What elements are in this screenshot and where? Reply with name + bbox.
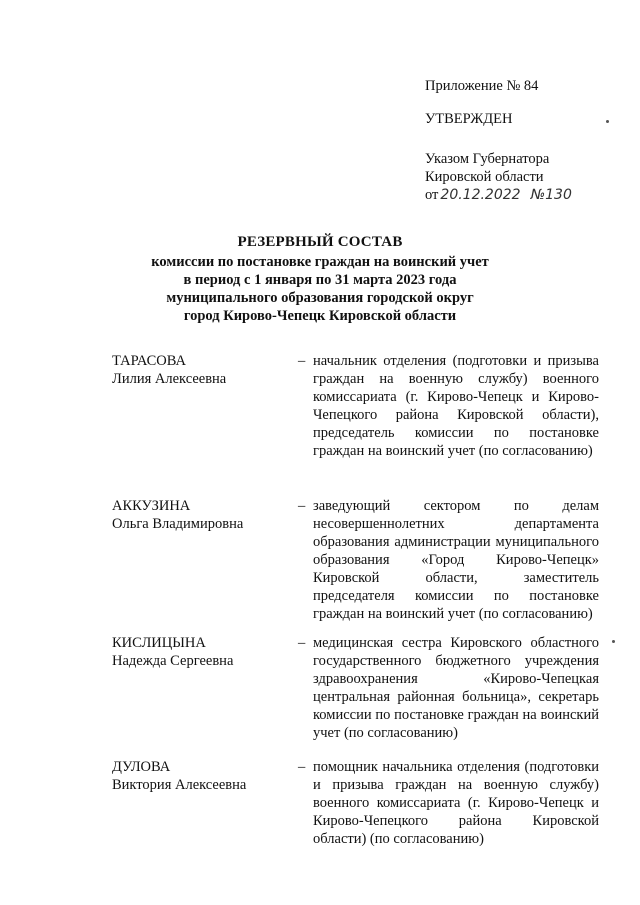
scan-speck — [612, 640, 615, 643]
member-name — [112, 634, 282, 670]
member-surname: ДУЛОВА — [112, 759, 171, 775]
from-prefix: от — [425, 187, 439, 203]
title-line-2: комиссии по постановке граждан на воинский учет — [151, 254, 489, 270]
title-line-4: муниципального образования городской округ — [166, 290, 474, 306]
member-given-names: Виктория Алексеевна — [112, 777, 247, 793]
title-line-1: РЕЗЕРВНЫЙ СОСТАВ — [237, 234, 403, 250]
dash-separator: – — [298, 498, 306, 514]
member-surname: АККУЗИНА — [112, 498, 191, 514]
member-given-names: Лилия Алексеевна — [112, 371, 227, 387]
member-role: заведующий сектором по делам несовершеннолетних департамента образования администрации муниципального образования «Город Кирово-Чепецк» Кировской области, заместитель председателя комиссии по постановке граждан на воинский учет (по согласованию) — [313, 498, 599, 622]
dash-separator: – — [298, 635, 306, 651]
decree-line-2: Кировской области — [425, 169, 544, 185]
approval-block — [425, 77, 572, 204]
member-given-names: Надежда Сергеевна — [112, 653, 234, 669]
member-role: помощник начальника отделения (подготовки и призыва граждан на военную службу) военного комиссариата (г. Кирово-Чепецк и Кирово-Чепецкого района Кировской области) (по согласованию) — [313, 759, 599, 847]
scan-speck — [606, 120, 609, 123]
appendix-label: Приложение № 84 — [425, 78, 539, 94]
member-given-names: Ольга Владимировна — [112, 516, 244, 532]
decree-date-line — [425, 186, 572, 204]
member-surname: ТАРАСОВА — [112, 353, 186, 369]
handwritten-date: 20.12.2022 — [440, 187, 521, 203]
member-name — [112, 758, 282, 794]
member-surname: КИСЛИЦЫНА — [112, 635, 206, 651]
decree-line-1: Указом Губернатора — [425, 151, 550, 167]
member-role: медицинская сестра Кировского областного государственного бюджетного учреждения здравоохранения «Кирово-Чепецкая центральная районная больница», секретарь комиссии по постановке граждан на воинский учет (по согласованию) — [313, 635, 599, 741]
approved-label: УТВЕРЖДЕН — [425, 111, 513, 127]
title-line-5: город Кирово-Чепецк Кировской области — [183, 308, 457, 324]
member-name — [112, 352, 282, 388]
document-title — [60, 233, 580, 325]
member-name — [112, 497, 282, 533]
member-role: начальник отделения (подготовки и призыва граждан на военную службу) военного комиссариата (г. Кирово-Чепецк и Кирово-Чепецкого района Кировской области), председатель комиссии по постановке граждан на воинский учет (по согласованию) — [313, 353, 599, 459]
dash-separator: – — [298, 353, 306, 369]
title-line-3: в период с 1 января по 31 марта 2023 года — [183, 272, 457, 288]
dash-separator: – — [298, 759, 306, 775]
handwritten-number: №130 — [530, 187, 572, 203]
